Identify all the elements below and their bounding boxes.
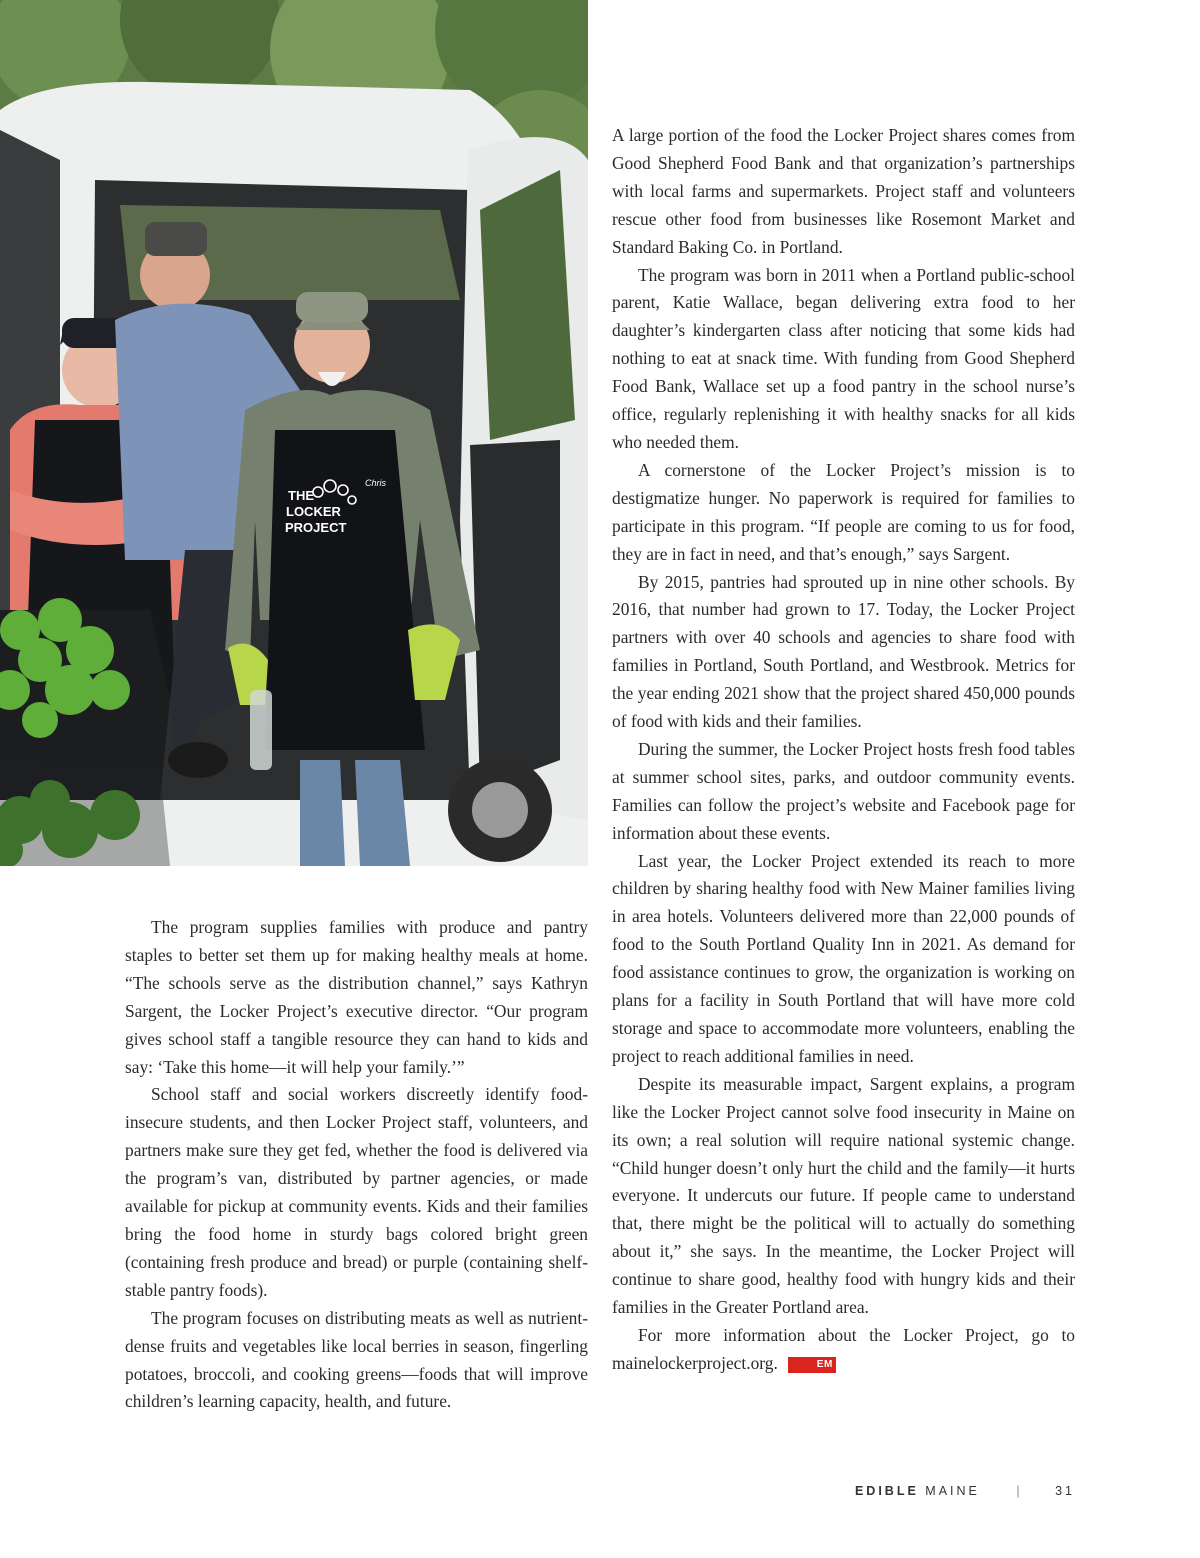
paragraph: A large portion of the food the Locker Project shares comes from Good Shepherd Food Bank and that organization’s partnerships with local farms and supermarkets. Project staff and volunteers rescue other food from businesses like Rosemont Market and Standard Baking Co. in Portland. xyxy=(612,125,1075,257)
page-footer xyxy=(855,1484,1075,1498)
footer-separator: | xyxy=(1016,1484,1023,1498)
paragraph: Despite its measurable impact, Sargent explains, a program like the Locker Project cannot solve food insecurity in Maine on its own; a real solution will require national systemic change. “Child hunger doesn’t only hurt the child and the family—it hurts everyone. It undercuts our future. If people came to understand that, there might be the political will to actually do something about it,” she says. In the meantime, the Locker Project will continue to share good, healthy food with hungry kids and their families in the Greater Portland area. xyxy=(612,1073,1075,1318)
svg-text:PROJECT: PROJECT xyxy=(285,520,347,535)
magazine-name-light: MAINE xyxy=(925,1484,980,1498)
svg-text:LOCKER: LOCKER xyxy=(286,504,341,519)
edible-maine-end-mark: EM xyxy=(788,1357,836,1373)
paragraph: School staff and social workers discreetly identify food-insecure students, and then Locker Project staff, volunteers, and partners make sure they get fed, whether the food is delivered via the program’s van, distributed by partner agencies, or made available for pickup at community events. Kids and their families bring the food home in sturdy bags colored bright green (containing fresh produce and bread) or purple (containing shelf-stable pantry foods). xyxy=(125,1084,588,1300)
paragraph: The program focuses on distributing meats as well as nutrient-dense fruits and vegetables like local berries in season, fingerling potatoes, broccoli, and cooking greens—foods that will improve children’s learning capacity, health, and future. xyxy=(125,1307,588,1412)
svg-text:THE: THE xyxy=(288,488,314,503)
paragraph: The program supplies families with produce and pantry staples to better set them up for making healthy meals at home. “The schools serve as the distribution channel,” says Kathryn Sargent, the Locker Project’s executive director. “Our program gives school staff a tangible resource they can hand to kids and say: ‘Take this home—it will help your family.’” xyxy=(125,917,588,1077)
paragraph: A cornerstone of the Locker Project’s mission is to destigmatize hunger. No paperwork is required for families to participate in this program. “If people are coming to us for food, they are in fact in need, and that’s enough,” says Sargent. xyxy=(612,459,1075,564)
article-right-column xyxy=(612,122,1075,1378)
apron-name-tag: Chris xyxy=(365,478,387,488)
paragraph: During the summer, the Locker Project hosts fresh food tables at summer school sites, parks, and outdoor community events. Families can follow the project’s website and Facebook page for information about these events. xyxy=(612,738,1075,843)
volunteers-photo xyxy=(0,0,588,866)
paragraph: By 2015, pantries had sprouted up in nine other schools. By 2016, that number had grown to 17. Today, the Locker Project partners with over 40 schools and agencies to share food with families in Portland, South Portland, and Westbrook. Metrics for the year ending 2021 show that the project shared 450,000 pounds of food with kids and their families. xyxy=(612,571,1075,732)
page-number: 31 xyxy=(1055,1484,1075,1498)
magazine-name-bold: EDIBLE xyxy=(854,1484,919,1498)
paragraph-text: For more information about the Locker Project, go to mainelockerproject.org. xyxy=(612,1324,1075,1373)
paragraph: Last year, the Locker Project extended its reach to more children by sharing healthy food with New Mainer families living in area hotels. Volunteers delivered more than 22,000 pounds of food to the South Portland Quality Inn in 2021. As demand for food assistance continues to grow, the organization is working on plans for a facility in South Portland that will have more cold storage and space to accommodate more volunteers, enabling the project to reach additional families in need. xyxy=(612,850,1075,1066)
closing-paragraph xyxy=(612,1322,1075,1378)
paragraph: The program was born in 2011 when a Portland public-school parent, Katie Wallace, began delivering extra food to her daughter’s kindergarten class after noticing that some kids had nothing to eat at snack time. With funding from Good Shepherd Food Bank, Wallace set up a food pantry in the school nurse’s office, regularly replenishing it with healthy snacks for all kids who needed them. xyxy=(612,264,1075,452)
article-left-column xyxy=(125,914,588,1416)
